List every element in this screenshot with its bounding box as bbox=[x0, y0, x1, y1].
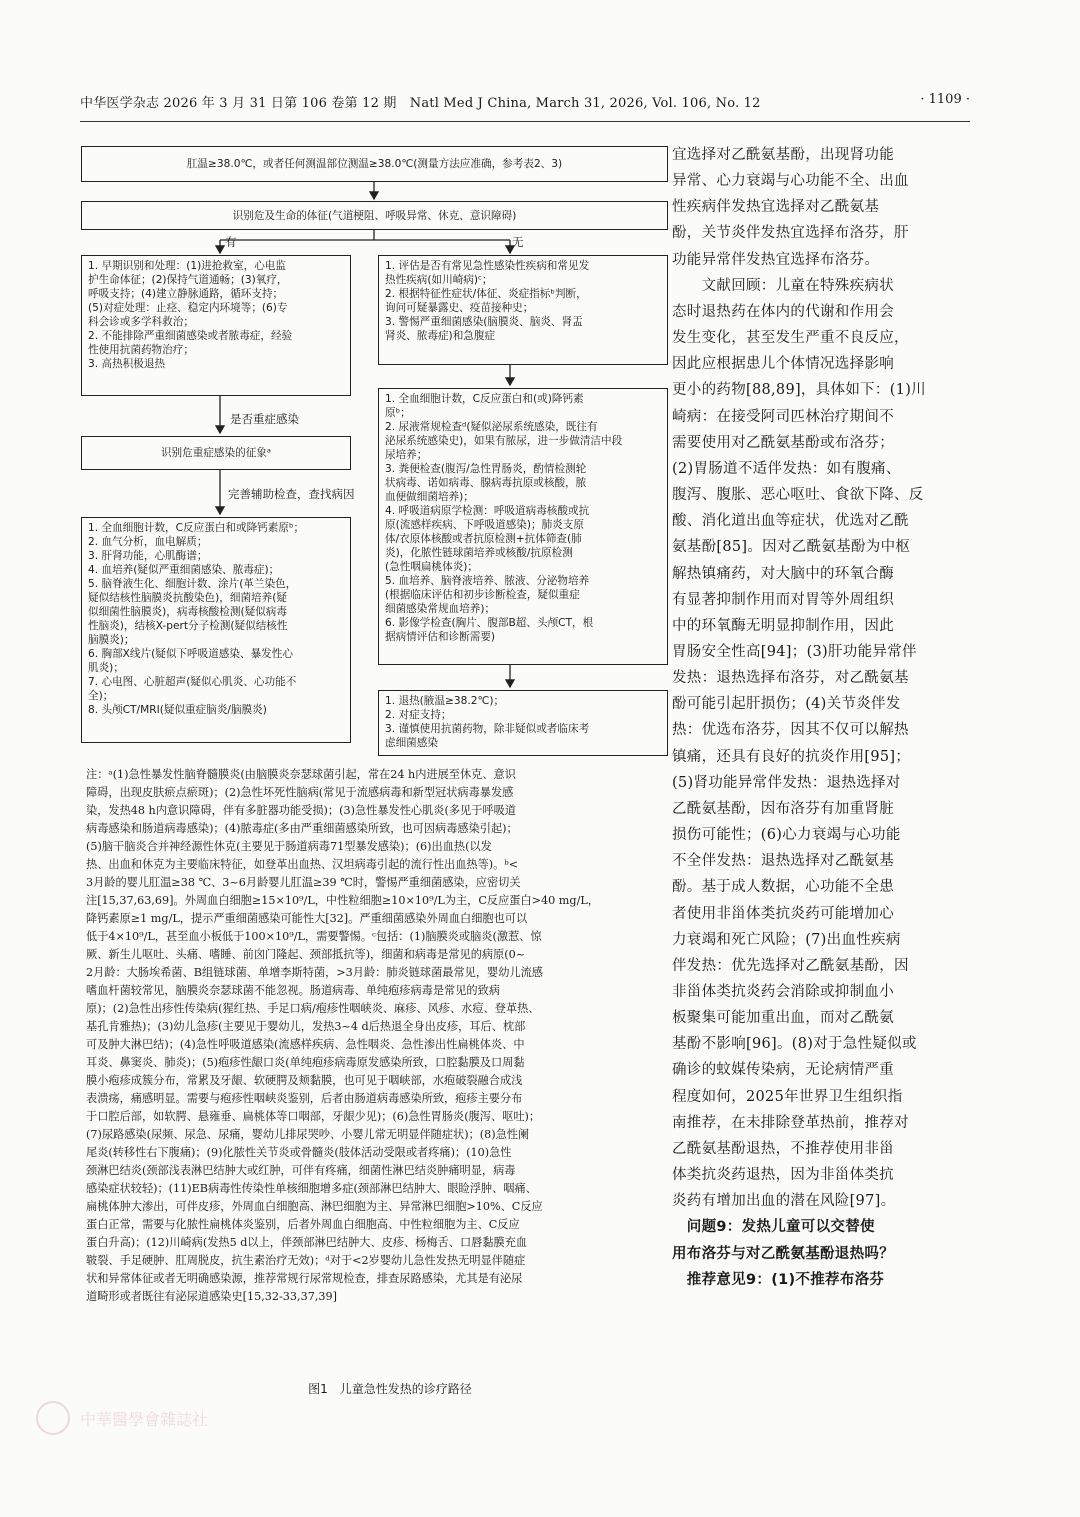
note-line: 基孔肯雅热)；(3)幼儿急疹(主要见于婴幼儿，发热3~4 d后热退全身出皮疹，耳后、枕部 bbox=[86, 1020, 526, 1033]
auxiliary-tests-box bbox=[81, 517, 351, 743]
box-line: 1. 早期识别和处理：(1)进抢救室，心电监 bbox=[88, 260, 286, 272]
body-line: 文献回顾：儿童在特殊疾病状 bbox=[672, 277, 894, 294]
right-column-text bbox=[672, 142, 972, 1293]
box-line: 泌尿系统感染史)，如果有脓尿，进一步做清洁中段 bbox=[385, 435, 623, 447]
body-line: 热：优选布洛芬，因其不仅可以解热 bbox=[672, 722, 909, 739]
box-line: 科会诊或多学科救治； bbox=[88, 316, 194, 328]
box-line: 3. 肝肾功能，心肌酶谱； bbox=[88, 550, 208, 562]
body-line: 乙酰氨基酚，因布洛芬有加重肾脏 bbox=[672, 800, 894, 817]
assess-vital-signs-text: 识别危及生命的体征(气道梗阻、呼吸异常、休克、意识障碍) bbox=[232, 209, 517, 222]
body-line: 程度如何，2025年世界卫生组织指 bbox=[672, 1088, 903, 1105]
identify-critical-signs-text: 识别危重症感染的征象ᵃ bbox=[160, 447, 272, 459]
box-line: 护生命体征；(2)保持气道通畅；(3)氧疗， bbox=[88, 274, 288, 286]
box-line: 血便做细菌培养)； bbox=[385, 491, 474, 503]
note-line: 膜小疱疹成簇分布，常累及牙龈、软硬腭及颊黏膜，也可见于咽峡部，水疱破裂融合成浅 bbox=[86, 1074, 523, 1087]
body-line: 伴发热：优先选择对乙酰氨基酚，因 bbox=[672, 957, 909, 974]
box-line: 6. 胸部X线片(疑似下呼吸道感染、暴发性心 bbox=[88, 648, 293, 660]
box-line: 5. 血培养、脑脊液培养、脓液、分泌物培养 bbox=[385, 575, 590, 587]
figure-notes bbox=[86, 766, 660, 1306]
note-line: 厥、新生儿呕吐、头痛、嗜睡、前囟门隆起、颈部抵抗等)，细菌和病毒是常见的病原(0~ bbox=[86, 948, 526, 961]
body-line: 乙酰氨基酚退热，不推荐使用非甾 bbox=[672, 1140, 894, 1157]
body-line: 解热镇痛药，对大脑中的环氧合酶 bbox=[672, 565, 894, 582]
box-line: 2. 血气分析，血电解质； bbox=[88, 536, 208, 548]
publisher-watermark bbox=[36, 1400, 208, 1436]
box-line: 2. 尿液常规检查ᵈ(疑似泌尿系统感染，既往有 bbox=[385, 421, 598, 433]
note-line: (5)脑干脑炎合并神经源性休克(主要见于肠道病毒71型暴发感染)；(6)出血热(以发 bbox=[86, 840, 492, 853]
box-line: 原ᵇ； bbox=[385, 407, 411, 419]
box-line: 1. 评估是否有常见急性感染性疾病和常见发 bbox=[385, 260, 590, 272]
body-line: 非甾体类抗炎药会消除或抑制血小 bbox=[672, 984, 894, 1000]
note-line: 热、出血和休克为主要临床特征，如登革出血热、汉坦病毒引起的流行性出血热等)。ᵇ< bbox=[86, 858, 519, 871]
body-line: 体类抗炎药退热，因为非甾体类抗 bbox=[672, 1167, 894, 1184]
box-line: 炎)，化脓性链球菌培养或核酸/抗原检测 bbox=[385, 547, 573, 559]
box-line: 原(流感样疾病、下呼吸道感染)；肺炎支原 bbox=[385, 519, 584, 531]
box-line: 2. 对症支持； bbox=[385, 709, 452, 721]
note-line: 低于4×10⁹/L，甚至血小板低于100×10⁹/L，需要警惕。ᶜ包括：(1)脑膜炎或脑炎(激惹、惊 bbox=[86, 930, 542, 943]
body-line: 发热：退热选择布洛芬，对乙酰氨基 bbox=[672, 670, 909, 687]
body-line: 腹泻、腹胀、恶心呕吐、食欲下降、反 bbox=[672, 487, 924, 504]
box-line: 6. 影像学检查(胸片、腹部B超、头颅CT，根 bbox=[385, 617, 594, 629]
note-line: (7)尿路感染(尿频、尿急、尿痛，婴幼儿排尿哭吵、小婴儿常无明显伴随症状)；(8)急性阑 bbox=[86, 1128, 530, 1141]
box-line: 肌炎)； bbox=[88, 662, 124, 674]
body-line: 宜选择对乙酰氨基酚，出现肾功能 bbox=[672, 147, 894, 163]
body-line: 炎药有增加出血的潜在风险[97]。 bbox=[672, 1193, 896, 1210]
severe-infection-question: 是否重症感染 bbox=[230, 412, 299, 426]
box-line: 1. 全血细胞计数，C反应蛋白和或降钙素原ᵇ； bbox=[88, 522, 305, 534]
note-line: 嗜血杆菌较常见，脑膜炎奈瑟球菌不能忽视。肠道病毒、单纯疱疹病毒是常见的致病 bbox=[86, 984, 500, 997]
body-line: 基酚不影响[96]。(8)对于急性疑似或 bbox=[672, 1036, 917, 1053]
no-label: 无 bbox=[512, 235, 524, 249]
note-line: 感染症状较轻)；(11)EB病毒性传染性单核细胞增多症(颈部淋巴结肿大、眼睑浮肿、咽痛、 bbox=[86, 1182, 537, 1195]
fever-criteria-text: 肛温≥38.0℃，或者任何测温部位测温≥38.0℃(测量方法应准确，参考表2、3) bbox=[186, 158, 563, 170]
body-line: 南推荐，在未排除登革热前，推荐对 bbox=[672, 1114, 909, 1131]
note-line: 皲裂、手足硬肿、肛周脱皮，抗生素治疗无效)；ᵈ对于<2岁婴幼儿急性发热无明显伴随症 bbox=[86, 1254, 526, 1267]
box-line: 据病情评估和诊断需要) bbox=[385, 631, 496, 643]
body-line: 者使用非甾体类抗炎药可能增加心 bbox=[672, 905, 894, 922]
box-line: 肾炎、脓毒症)和急腹症 bbox=[385, 330, 496, 342]
box-line: 似细菌性脑膜炎)，病毒核酸检测(疑似病毒 bbox=[88, 606, 287, 618]
body-line: 酚可能引起肝损伤；(4)关节炎伴发 bbox=[672, 696, 901, 713]
box-line: 1. 全血细胞计数，C反应蛋白和(或)降钙素 bbox=[385, 393, 584, 405]
note-line: 表溃疡，痛感明显。需要与疱疹性咽峡炎鉴别，后者由肠道病毒感染所致，疱疹主要分布 bbox=[86, 1092, 523, 1105]
body-line: 酚。基于成人数据，心功能不全患 bbox=[672, 879, 894, 896]
note-line: 原)；(2)急性出疹性传染病(猩红热、手足口病/疱疹性咽峡炎、麻疹、风疹、水痘、登革热、 bbox=[86, 1002, 540, 1015]
box-line: 3. 谨慎使用抗菌药物，除非疑似或者临床考 bbox=[385, 723, 590, 735]
body-line: (2)胃肠道不适伴发热：如有腹痛、 bbox=[672, 460, 901, 477]
box-line: (急性咽扁桃体炎)； bbox=[385, 561, 479, 573]
body-line: 不全伴发热：退热选择对乙酰氨基 bbox=[672, 853, 894, 870]
note-line: 蛋白正常，需要与化脓性扁桃体炎鉴别，后者外周血白细胞高、中性粒细胞为主、C反应 bbox=[86, 1218, 520, 1231]
box-line: 7. 心电图、心脏超声(疑似心肌炎、心功能不 bbox=[88, 676, 297, 688]
note-line: 障碍，出现皮肤瘀点瘀斑)；(2)急性坏死性脑病(常见于流感病毒和新型冠状病毒暴发感 bbox=[86, 786, 514, 799]
body-line: 酸、消化道出血等症状，优选对乙酰 bbox=[672, 513, 909, 530]
section-heading-line: 推荐意见9：(1)不推荐布洛芬 bbox=[672, 1271, 885, 1288]
box-line: 4. 呼吸道病原学检测：呼吸道病毒核酸或抗 bbox=[385, 505, 590, 517]
note-line: 颈淋巴结炎(颈部浅表淋巴结肿大或红肿，可伴有疼痛，细菌性淋巴结炎肿痛明显，病毒 bbox=[86, 1164, 516, 1177]
note-line: 于口腔后部，如软腭、悬雍垂、扁桃体等口咽部，牙龈少见)；(6)急性胃肠炎(腹泻、呕吐)； bbox=[86, 1110, 541, 1123]
section-heading-line: 用布洛芬与对乙酰氨基酚退热吗？ bbox=[672, 1245, 894, 1262]
body-line: 酚，关节炎伴发热宜选择布洛芬，肝 bbox=[672, 225, 909, 242]
box-line: 8. 头颅CT/MRI(疑似重症脑炎/脑膜炎) bbox=[88, 704, 267, 716]
final-treatment-box bbox=[378, 690, 668, 756]
yes-management-box bbox=[81, 255, 351, 396]
box-line: (5)对症处理：止痉、稳定内环境等；(6)专 bbox=[88, 302, 288, 314]
box-line: 状病毒、诺如病毒、腺病毒抗原或核酸，脓 bbox=[385, 477, 587, 489]
assess-vital-signs-box bbox=[81, 201, 668, 230]
box-line: 2. 根据特征性症状/体征、炎症指标ᵇ判断， bbox=[385, 288, 587, 300]
box-line: 3. 高热积极退热 bbox=[88, 358, 166, 370]
note-line: 可及肿大淋巴结)；(4)急性呼吸道感染(流感样疾病、急性咽炎、急性渗出性扁桃体炎、中 bbox=[86, 1038, 525, 1051]
body-line: 态时退热药在体内的代谢和作用会 bbox=[672, 303, 894, 320]
box-line: 热性疾病(如川崎病)ᶜ； bbox=[385, 274, 493, 286]
body-line: 中的环氧酶无明显抑制作用，因此 bbox=[672, 617, 894, 634]
box-line: 脑膜炎)； bbox=[88, 634, 135, 646]
note-line: 尾炎(转移性右下腹痛)；(9)化脓性关节炎或骨髓炎(肢体活动受限或者疼痛)；(10)急性 bbox=[86, 1146, 512, 1159]
body-line: 损伤可能性；(6)心力衰竭与心功能 bbox=[672, 827, 901, 844]
note-line: 注：ᵃ(1)急性暴发性脑脊髓膜炎(由脑膜炎奈瑟球菌引起，常在24 h内进展至休克、意识 bbox=[86, 768, 516, 781]
note-line: 注[15,37,63,69]。外周血白细胞≥15×10⁹/L，中性粒细胞≥10×10⁹/L为主，C反应蛋白>40 mg/L， bbox=[86, 894, 599, 907]
body-line: (5)肾功能异常伴发热：退热选择对 bbox=[672, 774, 901, 791]
box-line: 虑细菌感染 bbox=[385, 737, 438, 749]
box-line: 性脑炎)，结核X-pert分子检测(疑似结核性 bbox=[88, 620, 288, 632]
identify-critical-signs-box bbox=[81, 436, 351, 470]
box-line: 尿培养； bbox=[385, 449, 428, 461]
note-line: 状和异常体征或者无明确感染源，推荐常规行尿常规检查，排查尿路感染，尤其是有泌尿 bbox=[86, 1272, 523, 1285]
box-line: 5. 脑脊液生化、细胞计数、涂片(革兰染色， bbox=[88, 578, 297, 590]
note-line: 耳炎、鼻窦炎、肺炎)；(5)疱疹性龈口炎(单纯疱疹病毒原发感染所致，口腔黏膜及口周黏 bbox=[86, 1056, 525, 1069]
box-line: 1. 退热(腋温≥38.2℃)； bbox=[385, 695, 505, 707]
note-line: 染，发热48 h内意识障碍，伴有多脏器功能受损)；(3)急性暴发性心肌炎(多见于呼吸道 bbox=[86, 804, 516, 817]
note-line: 扁桃体肿大渗出，可伴皮疹，外周血白细胞高、淋巴细胞为主、异常淋巴细胞>10%、C反应 bbox=[86, 1200, 543, 1213]
fever-criteria-box bbox=[81, 146, 668, 182]
box-line: (根据临床评估和初步诊断检查，疑似重症 bbox=[385, 589, 580, 601]
section-heading-line: 问题9：发热儿童可以交替使 bbox=[672, 1219, 875, 1236]
box-line: 呼吸支持；(4)建立静脉通路，循环支持； bbox=[88, 288, 284, 300]
publisher-name: 中華醫學會雜誌社 bbox=[80, 1409, 209, 1429]
note-line: 2月龄：大肠埃希菌、B组链球菌、单增李斯特菌，>3月龄：肺炎链球菌最常见，婴幼儿流感 bbox=[86, 966, 543, 979]
no-tests-box bbox=[378, 388, 668, 665]
body-line: 发生变化，甚至发生严重不良反应， bbox=[672, 330, 909, 347]
body-line: 力衰竭和死亡风险；(7)出血性疾病 bbox=[672, 931, 901, 948]
box-line: 全)； bbox=[88, 690, 114, 702]
box-line: 3. 粪便检查(腹泻/急性胃肠炎，酌情检测轮 bbox=[385, 463, 587, 475]
body-line: 镇痛，还具有良好的抗炎作用[95]； bbox=[672, 748, 911, 765]
box-line: 3. 警惕严重细菌感染(脑膜炎、脑炎、肾盂 bbox=[385, 316, 583, 328]
body-line: 确诊的蚊媒传染病，无论病情严重 bbox=[672, 1062, 894, 1079]
box-line: 询问可疑暴露史、疫苗接种史； bbox=[385, 302, 534, 314]
yes-label: 有 bbox=[225, 235, 237, 249]
note-line: 病毒感染和肠道病毒感染)；(4)脓毒症(多由严重细菌感染所致，也可因病毒感染引起)； bbox=[86, 822, 518, 835]
box-line: 4. 血培养(疑似严重细菌感染、脓毒症)； bbox=[88, 564, 280, 576]
body-line: 功能异常伴发热宜选择布洛芬。 bbox=[672, 251, 880, 268]
page-number: · 1109 · bbox=[920, 92, 970, 107]
body-line: 异常、心力衰竭与心功能不全、出血 bbox=[672, 173, 909, 190]
complete-tests-label: 完善辅助检查，查找病因 bbox=[228, 487, 355, 501]
body-line: 板聚集可能加重出血，而对乙酰氨 bbox=[672, 1010, 894, 1027]
body-line: 崎病：在接受阿司匹林治疗期间不 bbox=[672, 408, 894, 425]
note-line: 降钙素原≥1 mg/L，提示严重细菌感染可能性大[32]。严重细菌感染外周血白细胞也可以 bbox=[86, 912, 528, 925]
body-line: 有显著抑制作用而对胃等外周组织 bbox=[672, 591, 894, 608]
body-line: 性疾病伴发热宜选择对乙酰氨基 bbox=[672, 199, 880, 216]
box-line: 疑似结核性脑膜炎抗酸染色)，细菌培养(疑 bbox=[88, 592, 287, 604]
note-line: 道畸形或者既往有泌尿道感染史[15,32-33,37,39] bbox=[86, 1290, 337, 1303]
body-line: 胃肠安全性高[94]；(3)肝功能异常伴 bbox=[672, 643, 917, 660]
note-line: 蛋白升高)；(12)川崎病(发热5 d以上，伴颈部淋巴结肿大、皮疹、杨梅舌、口唇黏膜充血 bbox=[86, 1236, 528, 1249]
figure-caption: 图1 儿童急性发热的诊疗路径 bbox=[308, 1382, 472, 1396]
body-line: 更小的药物[88,89]，具体如下：(1)川 bbox=[672, 382, 926, 399]
box-line: 性使用抗菌药物治疗； bbox=[88, 344, 194, 356]
body-line: 需要使用对乙酰氨基酚或布洛芬； bbox=[672, 434, 894, 451]
body-line: 因此应根据患儿个体情况选择影响 bbox=[672, 356, 894, 373]
body-line: 氨基酚[85]。因对乙酰氨基酚为中枢 bbox=[672, 539, 911, 556]
note-line: 3月龄的婴儿肛温≥38 ℃、3~6月龄婴儿肛温≥39 ℃时，警惕严重细菌感染，应密切关 bbox=[86, 876, 521, 889]
box-line: 2. 不能排除严重细菌感染或者脓毒症，经验 bbox=[88, 330, 293, 342]
box-line: 细菌感染常规血培养)； bbox=[385, 603, 496, 615]
box-line: 体/衣原体核酸或者抗原检测+抗体筛查(肺 bbox=[385, 533, 582, 545]
publisher-logo-icon bbox=[36, 1401, 70, 1435]
no-assessment-box bbox=[378, 255, 668, 365]
journal-info: 中华医学杂志 2026 年 3 月 31 日第 106 卷第 12 期 Natl Med J China, March 31, 2026, Vol. 106, No. 12 bbox=[80, 96, 761, 111]
